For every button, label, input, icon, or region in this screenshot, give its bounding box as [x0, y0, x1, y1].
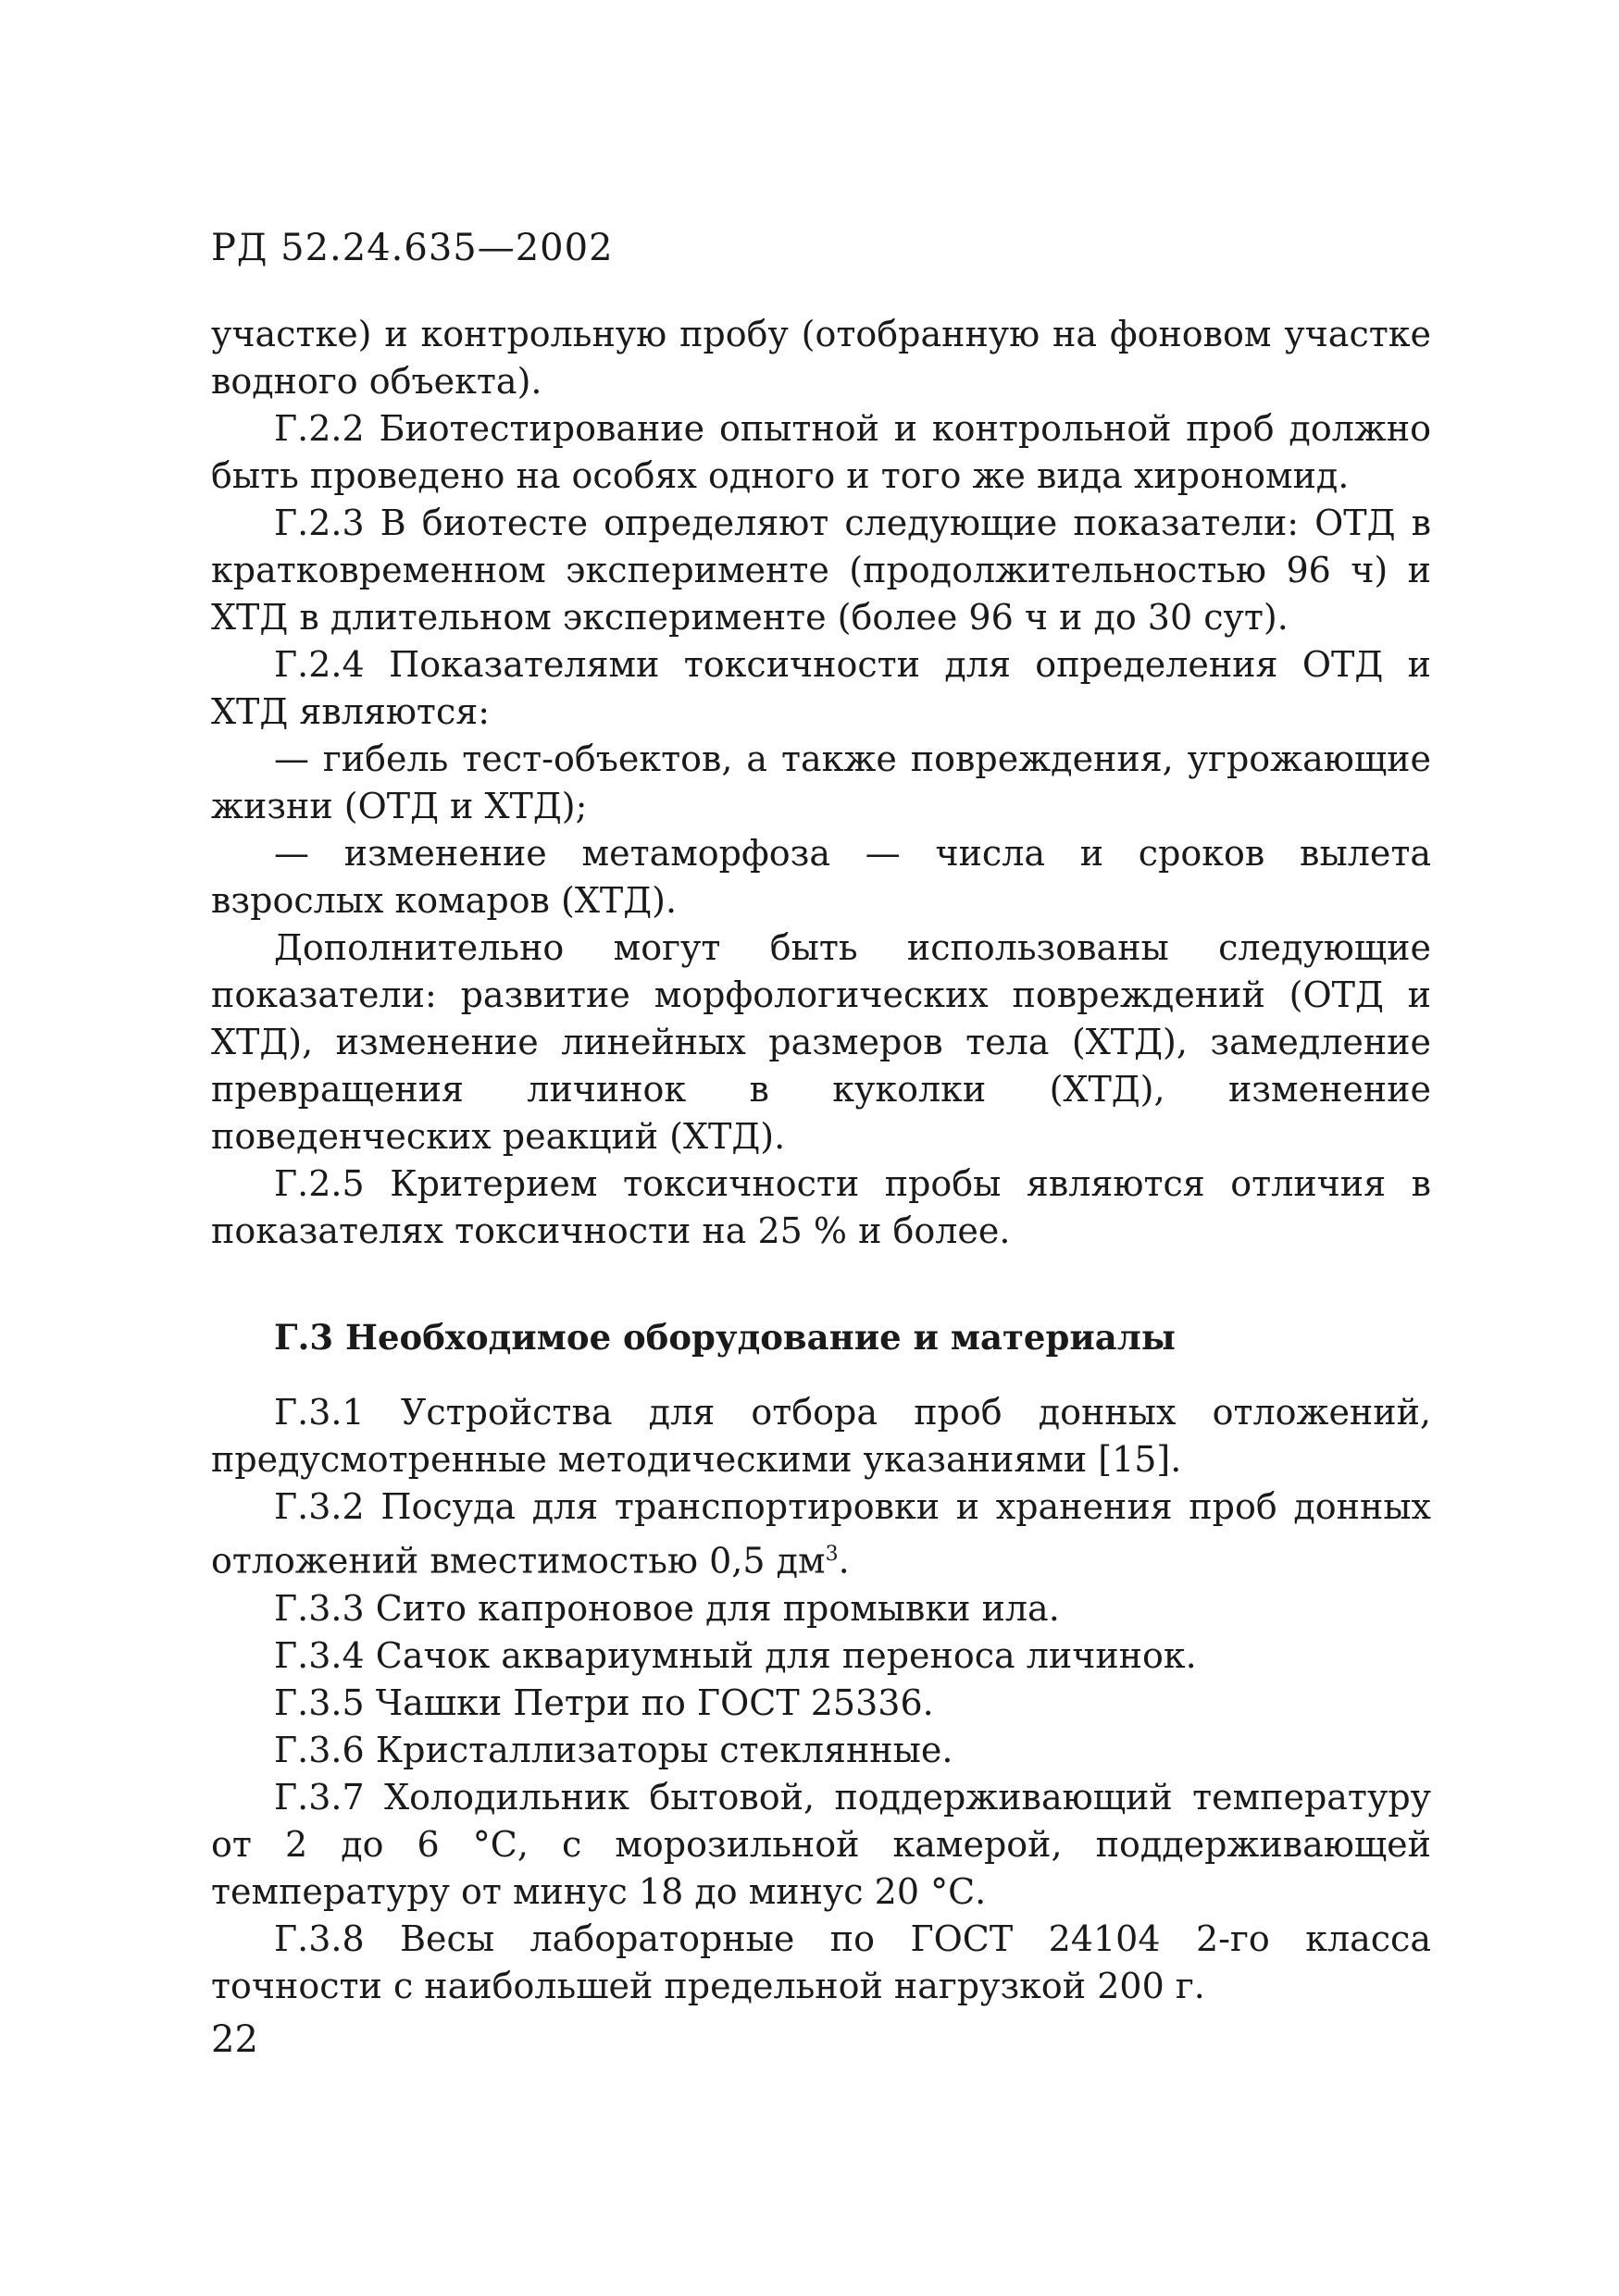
item-g-3-3: Г.3.3 Сито капроновое для промывки ила. [274, 1587, 1060, 1629]
item-g-3-2-text: Г.3.2 Посуда для транспортировки и хранения проб донных отложений вместимостью 0,5 дм [211, 1486, 1431, 1582]
paragraph-g-2-3: Г.2.3 В биотесте определяют следующие показатели: ОТД в кратковременном эксперименте (продолжительностью 96 ч) и ХТД в длительном эксперименте (более 96 ч и до 30 сут). [211, 503, 1431, 638]
cubic-superscript: 3 [825, 1543, 839, 1566]
item-g-3-7: Г.3.7 Холодильник бытовой, поддерживающий температуру от 2 до 6 °С, с морозильной камерой, поддерживающей температуру от минус 18 до минус 20 °С. [211, 1776, 1431, 1912]
item-g-3-8: Г.3.8 Весы лабораторные по ГОСТ 24104 2-го класса точности с наибольшей предельной нагрузкой 200 г. [211, 1917, 1431, 2006]
item-g-3-2 [211, 1483, 1431, 1585]
item-g-3-2-period: . [838, 1540, 850, 1582]
item-g-3-4: Г.3.4 Сачок аквариумный для переноса личинок. [274, 1634, 1197, 1676]
item-g-3-5: Г.3.5 Чашки Петри по ГОСТ 25336. [274, 1682, 934, 1723]
paragraph-additional-indicators: Дополнительно могут быть использованы следующие показатели: развитие морфологических повреждений (ОТД и ХТД), изменение линейных размеров тела (ХТД), замедление превращения личинок в куколки (ХТД), изменение поведенческих реакций (ХТД). [211, 927, 1431, 1157]
paragraph-g-2-4: Г.2.4 Показателями токсичности для определения ОТД и ХТД являются: [211, 644, 1431, 732]
paragraph-g-2-2: Г.2.2 Биотестирование опытной и контрольной проб должно быть проведено на особях одного и того же вида хирономид. [211, 408, 1431, 496]
body-text [211, 311, 1431, 2010]
section-heading-g-3: Г.3 Необходимое оборудование и материалы [274, 1317, 1176, 1358]
list-item-metamorphosis: — изменение метаморфоза — числа и сроков вылета взрослых комаров (ХТД). [211, 833, 1431, 921]
list-item-mortality: — гибель тест-объектов, а также повреждения, угрожающие жизни (ОТД и ХТД); [211, 738, 1431, 826]
page-number: 22 [211, 2018, 258, 2061]
paragraph-continuation: участке) и контрольную пробу (отобранную на фоновом участке водного объекта). [211, 314, 1431, 402]
document-code-header: РД 52.24.635—2002 [211, 227, 614, 269]
item-g-3-1: Г.3.1 Устройства для отбора проб донных отложений, предусмотренные методическими указаниями [15]. [211, 1392, 1431, 1480]
paragraph-g-2-5: Г.2.5 Критерием токсичности пробы являются отличия в показателях токсичности на 25 % и более. [211, 1163, 1431, 1251]
item-g-3-6: Г.3.6 Кристаллизаторы стеклянные. [274, 1729, 953, 1770]
